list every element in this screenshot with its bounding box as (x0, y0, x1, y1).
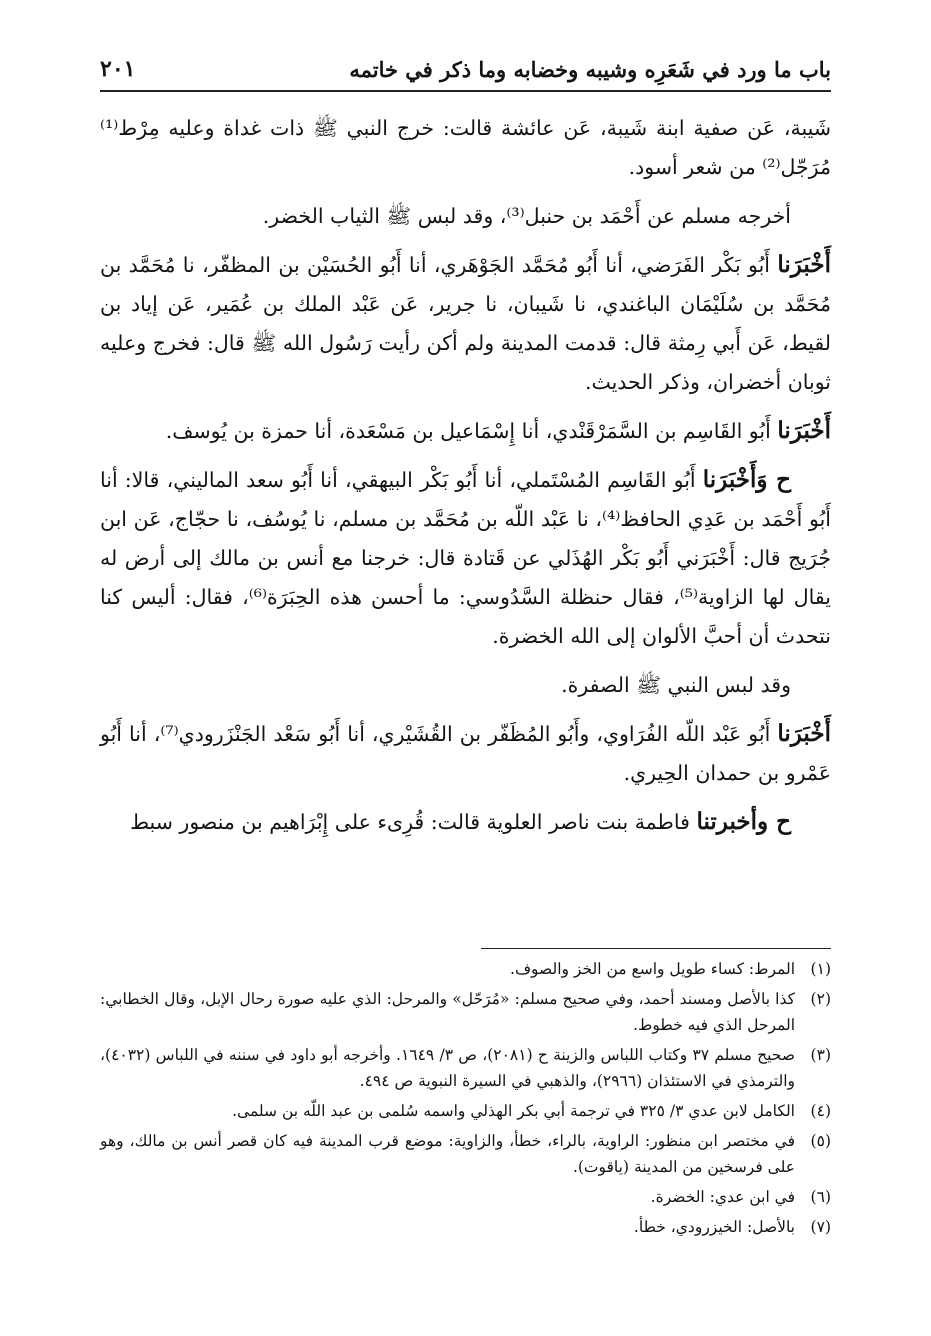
footnote-text: الكامل لابن عدي ٣/ ٣٢٥ في ترجمة أبي بكر الهذلي واسمه سُلمى بن عبد اللّه بن سلمى. (232, 1102, 795, 1120)
footnotes (100, 956, 831, 1244)
footnote-separator (481, 948, 831, 949)
footnote-text: بالأصل: الخيزرودي، خطأ. (633, 1218, 795, 1236)
isnad-lead: ح وَأَخْبَرَنا (702, 466, 791, 493)
footnote-number: (٣) (810, 1046, 831, 1064)
footnote-number: (٢) (810, 990, 831, 1008)
footnote-number: (١) (810, 960, 831, 978)
footnote (100, 956, 831, 982)
paragraph: ح وَأَخْبَرَنا أَبُو القَاسِم المُسْتَملي، أنا أَبُو بَكْر البيهقي، أنا أَبُو سعد الماليني، قالا: أنا أَبُو أَحْمَد بن عَدِي الحافظ⁽⁴⁾، نا عَبْد اللّه بن مُحَمَّد بن مسلم، نا يُوسُف، نا حجّاج، عَن ابن جُرَيج قال: أَخْبَرَني أَبُو بَكْر الهُذَلي عن قَتادة قال: خرجنا مع أنس بن مالك إلى أرض له يقال لها الزاوية⁽⁵⁾، فقال حنظلة السَّدُوسي: ما أحسن هذه الحِبَرَة⁽⁶⁾، فقال: أليس كنا نتحدث أن أحبَّ الألوان إلى الله الخضرة. (100, 466, 831, 648)
footnote-text: صحيح مسلم ٣٧ وكتاب اللباس والزينة ح (٢٠٨١)، ص ٣/ ١٦٤٩. وأخرجه أبو داود في سننه في اللباس (٤٠٣٢)، والترمذي في الاستئذان (٢٩٦٦)، والذهبي في السيرة النبوية ص ٤٩٤. (100, 1046, 795, 1090)
page-number: ٢٠١ (100, 56, 136, 82)
footnote-text: في مختصر ابن منظور: الراوية، بالراء، خطأ، والزاوية: موضع قرب المدينة فيه كان قصر أنس بن مالك، وهو على فرسخين من المدينة (ياقوت). (100, 1132, 795, 1176)
footnote-text: في ابن عدي: الخضرة. (650, 1188, 795, 1206)
footnote-number: (٤) (810, 1102, 831, 1120)
paragraph: شَيبة، عَن صفية ابنة شَيبة، عَن عائشة قالت: خرج النبي ﷺ ذات غداة وعليه مِرْط⁽¹⁾ مُرَجّل⁽²⁾ من شعر أسود. (100, 116, 831, 179)
footnote-number: (٥) (810, 1132, 831, 1150)
paragraph: أخرجه مسلم عن أَحْمَد بن حنبل⁽³⁾، وقد لبس ﷺ الثياب الخضر. (262, 204, 791, 228)
isnad-lead: أَخْبَرَنا (777, 417, 831, 444)
running-title: باب ما ورد في شَعَرِه وشيبه وخضابه وما ذكر في خاتمه (349, 57, 831, 82)
page-header (100, 52, 831, 92)
paragraph: أَخْبَرَنا أَبُو عَبْد اللّه الفُرَاوي، وأَبُو المُظَفّر بن القُشَيْري، أنا أَبُو سَعْد الجَنْزَرودي⁽⁷⁾، أنا أَبُو عَمْرو بن حمدان الحِيري. (100, 720, 831, 785)
footnote-text: كذا بالأصل ومسند أحمد، وفي صحيح مسلم: «مُرَحّل» والمرحل: الذي عليه صورة رحال الإبل، وقال الخطابي: المرحل الذي فيه خطوط. (100, 990, 795, 1034)
footnote (100, 1042, 831, 1094)
footnote (100, 1184, 831, 1210)
footnote-number: (٦) (810, 1188, 831, 1206)
footnote-number: (٧) (810, 1218, 831, 1236)
paragraph: وقد لبس النبي ﷺ الصفرة. (561, 673, 791, 697)
paragraph: أَخْبَرَنا أَبُو بَكْر الفَرَضي، أنا أَبُو مُحَمَّد الجَوْهَري، أنا أَبُو الحُسَيْن بن المظفّر، نا مُحَمَّد بن مُحَمَّد بن سُلَيْمَان الباغندي، نا شَيبان، نا جرير، عَن عَبْد الملك بن عُمَير، عَن إياد بن لقيط، عَن أَبي رِمثة قال: قدمت المدينة ولم أكن رأيت رَسُول الله ﷺ قال: فخرج وعليه ثوبان أخضران، وذكر الحديث. (100, 251, 831, 394)
isnad-lead: أَخْبَرَنا (777, 720, 831, 747)
footnote (100, 1128, 831, 1180)
footnote (100, 1214, 831, 1240)
paragraph: أَخْبَرَنا أَبُو القَاسِم بن السَّمَرْقَنْدي، أنا إِسْمَاعيل بن مَسْعَدة، أنا حمزة بن يُوسف. (165, 417, 831, 444)
main-text (100, 108, 831, 851)
footnote (100, 986, 831, 1038)
footnote (100, 1098, 831, 1124)
paragraph: ح وأخبرتنا فاطمة بنت ناصر العلوية قالت: قُرِىء على إِبْرَاهيم بن منصور سبط (130, 808, 791, 835)
footnote-text: المرط: كساء طويل واسع من الخز والصوف. (510, 960, 795, 978)
isnad-lead: أَخْبَرَنا (777, 251, 831, 278)
isnad-lead: ح وأخبرتنا (696, 808, 791, 835)
